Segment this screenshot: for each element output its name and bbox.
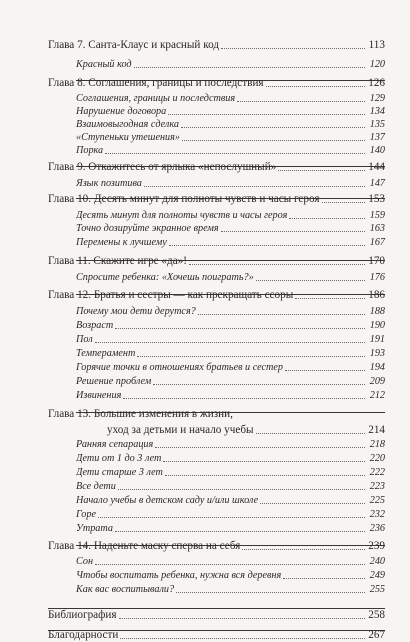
dot-leader: [221, 48, 365, 49]
toc-entry-title: Нарушение договора: [76, 106, 167, 117]
dot-leader: [181, 127, 365, 128]
toc-entry-title: Горе: [76, 509, 96, 520]
toc-entry-title: Горячие точки в отношениях братьев и сестер: [76, 362, 283, 373]
toc-entry-title: Все дети: [76, 481, 116, 492]
toc-subentry: [76, 347, 385, 360]
toc-entry-title: Извинения: [76, 390, 122, 401]
dot-leader: [118, 489, 365, 490]
toc-entry-title: Благодарности: [48, 629, 119, 641]
toc-page-number: 220: [369, 453, 385, 464]
toc-entry-title: Глава 12. Братья и сестры — как прекращать ссоры: [48, 289, 294, 301]
dot-leader: [153, 384, 365, 385]
dot-leader: [163, 461, 365, 462]
toc-page-number: 153: [368, 193, 385, 205]
toc-subentry: [76, 375, 385, 388]
dot-leader: [242, 549, 365, 550]
toc-page-number: 129: [369, 93, 385, 104]
toc-page-number: 167: [369, 237, 385, 248]
toc-entry-title: Чтобы воспитать ребенка, нужна вся деревня: [76, 570, 282, 581]
toc-page-number: 258: [368, 609, 385, 621]
toc-chapter-entry: [48, 609, 385, 622]
toc-page-number: 225: [369, 495, 385, 506]
dot-leader: [134, 67, 365, 68]
toc-page-number: 218: [369, 439, 385, 450]
toc-page-number: 144: [368, 161, 385, 173]
toc-subentry: [76, 58, 385, 71]
toc-entry-title: Почему мои дети дерутся?: [76, 306, 196, 317]
dot-leader: [322, 202, 365, 203]
toc-page-number: 249: [369, 570, 385, 581]
toc-chapter-entry: [48, 540, 385, 553]
toc-subentry: [76, 438, 385, 451]
toc-chapter-entry: [48, 193, 385, 206]
toc-entry-title: Спросите ребенка: «Хочешь поиграть?»: [76, 272, 254, 283]
dot-leader: [189, 264, 365, 265]
toc-chapter-entry: [48, 161, 385, 174]
toc-subentry: [76, 222, 385, 235]
toc-subentry: [76, 236, 385, 249]
toc-page-number: 147: [369, 178, 385, 189]
toc-entry-title: Глава 14. Наденьте маску сперва на себя: [48, 540, 241, 552]
toc-entry-title: Порка: [76, 145, 104, 156]
toc-entry-title: Точно дозируйте экранное время: [76, 223, 219, 234]
toc-entry-title: Язык позитива: [76, 178, 142, 189]
toc-subentry: [76, 555, 385, 568]
toc-chapter-entry: [48, 77, 385, 90]
toc-entry-title: Глава 11. Скажите игре «да»!: [48, 255, 188, 267]
toc-page-number: 120: [369, 59, 385, 70]
toc-page-number: 135: [369, 119, 385, 130]
toc-page-number: 194: [369, 362, 385, 373]
toc-entry-title: «Ступеньки утешения»: [76, 132, 180, 143]
toc-entry-title: Взаимовыгодная сделка: [76, 119, 179, 130]
toc-subentry: [76, 271, 385, 284]
toc-page-number: 212: [369, 390, 385, 401]
toc-chapter-entry: [48, 629, 385, 642]
dot-leader: [115, 531, 365, 532]
toc-page-number: 113: [368, 39, 385, 51]
toc-page-number: 191: [369, 334, 385, 345]
dot-leader: [144, 186, 365, 187]
toc-subentry: [76, 144, 385, 157]
dot-leader: [260, 503, 365, 504]
toc-subentry: [76, 494, 385, 507]
dot-leader: [169, 245, 365, 246]
dot-leader: [123, 398, 365, 399]
dot-leader: [289, 218, 365, 219]
toc-entry-title: Начало учебы в детском саду и/или школе: [76, 495, 259, 506]
toc-page-number: 222: [369, 467, 385, 478]
toc-subentry: [76, 105, 385, 118]
dot-leader: [168, 114, 365, 115]
toc-page-number: 159: [369, 210, 385, 221]
toc-page-number: 255: [369, 584, 385, 595]
dot-leader: [165, 475, 365, 476]
dot-leader: [256, 433, 365, 434]
toc-subentry: [76, 319, 385, 332]
toc-page-number: 232: [369, 509, 385, 520]
toc-page-number: 126: [368, 77, 385, 89]
toc-page-number: 140: [369, 145, 385, 156]
toc-subentry: [76, 480, 385, 493]
dot-leader: [155, 447, 365, 448]
toc-page-number: 240: [369, 556, 385, 567]
dot-leader: [115, 328, 365, 329]
dot-leader: [237, 101, 365, 102]
dot-leader: [95, 564, 365, 565]
toc-page-number: 267: [368, 629, 385, 641]
toc-subentry: [76, 522, 385, 535]
toc-page-number: 176: [369, 272, 385, 283]
dot-leader: [137, 356, 365, 357]
toc-subentry: [76, 305, 385, 318]
toc-chapter-entry: [48, 255, 385, 268]
toc-chapter-entry: [48, 39, 385, 52]
toc-chapter-entry: [48, 408, 385, 421]
toc-entry-title: Решение проблем: [76, 376, 152, 387]
toc-page-number: 163: [369, 223, 385, 234]
toc-entry-title: Пол: [76, 334, 93, 345]
toc-entry-title: Библиография: [48, 609, 117, 621]
toc-page-number: 190: [369, 320, 385, 331]
toc-subentry: [76, 118, 385, 131]
toc-subentry: [76, 389, 385, 402]
toc-entry-title: уход за детьми и начало учебы: [107, 424, 254, 436]
dot-leader: [266, 86, 365, 87]
toc-entry-title: Возраст: [76, 320, 114, 331]
toc-page-number: 209: [369, 376, 385, 387]
toc-entry-title: Глава 10. Десять минут для полноты чувств и часы героя: [48, 193, 320, 205]
toc-page-number: 239: [368, 540, 385, 552]
toc-page-number: 236: [369, 523, 385, 534]
toc-subentry: [76, 508, 385, 521]
toc-entry-title: Утрата: [76, 523, 113, 534]
toc-subentry: [76, 92, 385, 105]
toc-subentry: [76, 583, 385, 596]
dot-leader: [256, 280, 365, 281]
toc-subentry: [76, 569, 385, 582]
toc-subentry: [76, 452, 385, 465]
toc-page-number: 186: [368, 289, 385, 301]
dot-leader: [120, 638, 365, 639]
toc-entry-title: Глава 9. Откажитесь от ярлыка «непослушный»: [48, 161, 277, 173]
toc-entry-title: Дети старше 3 лет: [76, 467, 163, 478]
toc-subentry: [76, 177, 385, 190]
toc-chapter-entry: [107, 424, 385, 437]
toc-entry-title: Темперамент: [76, 348, 136, 359]
dot-leader: [182, 140, 365, 141]
toc-subentry: [76, 209, 385, 222]
toc-page-number: 188: [369, 306, 385, 317]
dot-leader: [98, 517, 365, 518]
toc-entry-title: Как вас воспитывали?: [76, 584, 175, 595]
toc-entry-title: Глава 8. Соглашения, границы и последствия: [48, 77, 264, 89]
toc-entry-title: Глава 13. Большие изменения в жизни,: [48, 408, 233, 420]
dot-leader: [285, 370, 365, 371]
toc-entry-title: Десять минут для полноты чувств и часы героя: [76, 210, 288, 221]
toc-entry-title: Дети от 1 до 3 лет: [76, 453, 162, 464]
toc-entry-title: Соглашения, границы и последствия: [76, 93, 236, 104]
toc-entry-title: Ранняя сепарация: [76, 439, 154, 450]
toc-page-number: 137: [369, 132, 385, 143]
toc-page-number: 193: [369, 348, 385, 359]
dot-leader: [95, 342, 365, 343]
toc-entry-title: Перемены к лучшему: [76, 237, 167, 248]
toc-subentry: [76, 466, 385, 479]
toc-chapter-entry: [48, 289, 385, 302]
dot-leader: [221, 231, 365, 232]
dot-leader: [176, 592, 365, 593]
dot-leader: [278, 170, 365, 171]
toc-entry-title: Красный код: [76, 59, 132, 70]
toc-page-number: 134: [369, 106, 385, 117]
dot-leader: [283, 578, 365, 579]
toc-entry-title: Глава 7. Санта-Клаус и красный код: [48, 39, 220, 51]
dot-leader: [119, 618, 365, 619]
toc-subentry: [76, 333, 385, 346]
toc-page-number: 214: [368, 424, 385, 436]
dot-leader: [105, 153, 365, 154]
toc-subentry: [76, 361, 385, 374]
toc-entry-title: Сон: [76, 556, 94, 567]
dot-leader: [295, 298, 365, 299]
toc-page-number: 170: [368, 255, 385, 267]
toc-page-number: 223: [369, 481, 385, 492]
toc-subentry: [76, 131, 385, 144]
dot-leader: [198, 314, 365, 315]
